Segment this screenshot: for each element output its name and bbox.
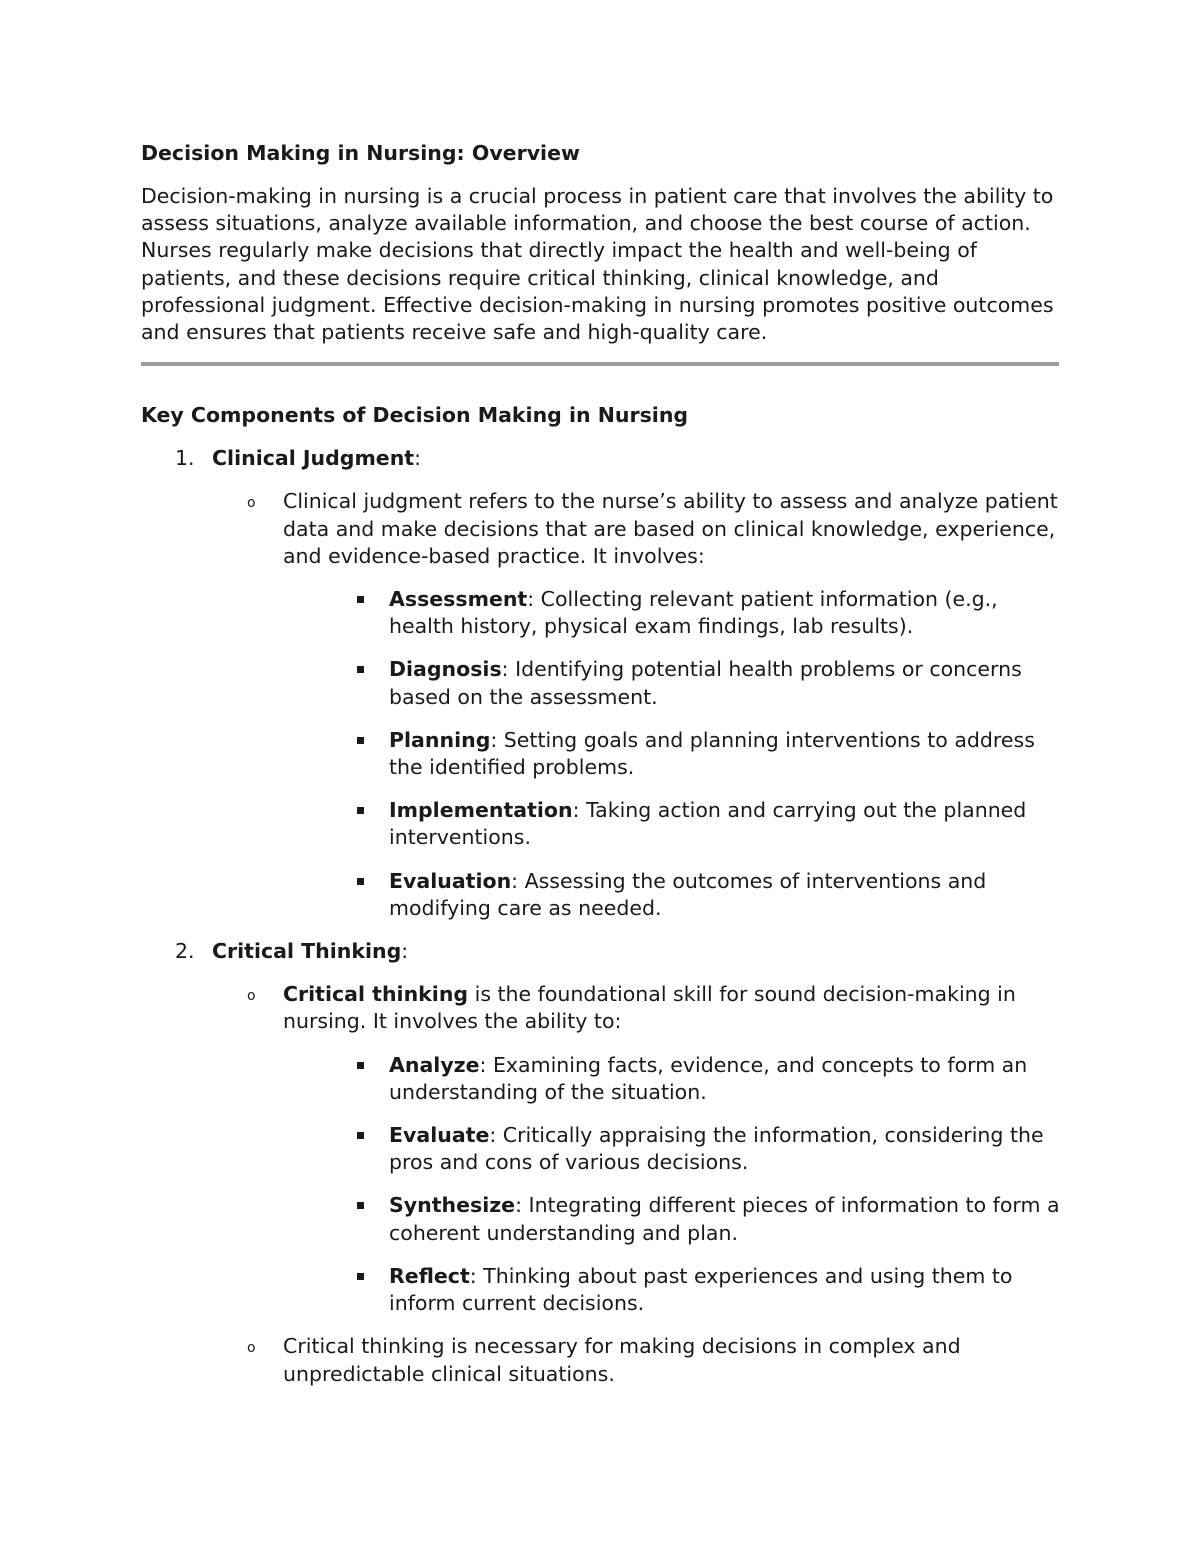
- square-bullet-icon: [353, 727, 389, 781]
- point-item: [283, 656, 1061, 710]
- sub-item: [141, 488, 1061, 922]
- square-bullet-icon: [353, 586, 389, 640]
- point-term: Planning: [389, 727, 491, 752]
- document-page: [141, 140, 1061, 1404]
- item-title-suffix: :: [401, 939, 409, 964]
- sub-item-note: [141, 1333, 1061, 1387]
- circle-bullet-icon: o: [247, 988, 256, 1005]
- point-item: [283, 727, 1061, 781]
- point-item: [283, 797, 1061, 851]
- overview-paragraph: Decision-making in nursing is a crucial process in patient care that involves the ability to assess situations, analyze available information, and choose the best course of action. Nurses regularly make decisions that directly impact the health and well-being of patients, and these decisions require critical thinking, clinical knowledge, and professional judgment. Effective decision-making in nursing promotes positive outcomes and ensures that patients receive safe and high-quality care.: [141, 184, 1054, 345]
- point-item: [283, 1192, 1061, 1246]
- item-title: Clinical Judgment: [212, 446, 415, 471]
- overview-title: Decision Making in Nursing: Overview: [141, 141, 580, 165]
- list-number: 1.: [175, 446, 195, 471]
- point-term: Synthesize: [389, 1193, 516, 1218]
- list-item-critical-thinking: [141, 938, 1061, 1388]
- sub-item: [141, 981, 1061, 1317]
- list-item-clinical-judgment: [141, 445, 1061, 922]
- circle-bullet-icon: o: [247, 1340, 256, 1357]
- point-item: [283, 586, 1061, 640]
- sub-item-text: Clinical judgment refers to the nurse’s ability to assess and analyze patient data and make decisions that are based on clinical knowledge, experience, and evidence-based practice. It involves:: [283, 489, 1058, 568]
- square-bullet-icon: [353, 1122, 389, 1176]
- point-item: [283, 868, 1061, 922]
- components-title: Key Components of Decision Making in Nursing: [141, 403, 689, 428]
- square-bullet-icon: [353, 1052, 389, 1106]
- point-term: Evaluation: [389, 868, 512, 893]
- square-bullet-icon: [353, 1263, 389, 1317]
- point-term: Assessment: [389, 587, 528, 612]
- circle-bullet-icon: o: [247, 495, 256, 512]
- point-desc: : Critically appraising the information, considering the pros and cons of various decisions.: [389, 1123, 1044, 1175]
- square-bullet-icon: [353, 1192, 389, 1246]
- list-number: 2.: [175, 939, 195, 964]
- point-term: Reflect: [389, 1263, 470, 1288]
- point-item: [283, 1052, 1061, 1106]
- point-term: Evaluate: [389, 1123, 490, 1148]
- square-bullet-icon: [353, 868, 389, 922]
- item-title: Critical Thinking: [212, 939, 402, 964]
- point-desc: : Thinking about past experiences and using them to inform current decisions.: [389, 1263, 1013, 1316]
- point-desc: : Taking action and carrying out the planned interventions.: [389, 798, 1027, 850]
- sub-item-text: is the foundational skill for sound decision-making in nursing. It involves the ability to:: [283, 982, 1016, 1034]
- point-item: [283, 1122, 1061, 1176]
- point-desc: : Collecting relevant patient information (e.g., health history, physical exam findings, lab results).: [389, 587, 998, 639]
- sub-item-bold: Critical thinking: [283, 982, 469, 1007]
- item-title-suffix: :: [414, 446, 422, 471]
- point-item: [283, 1263, 1061, 1317]
- point-term: Implementation: [389, 798, 573, 823]
- point-desc: : Setting goals and planning interventions to address the identified problems.: [389, 727, 1035, 780]
- point-term: Analyze: [389, 1052, 480, 1077]
- point-term: Diagnosis: [389, 657, 502, 682]
- sub-item-note-text: Critical thinking is necessary for making decisions in complex and unpredictable clinical situations.: [283, 1334, 961, 1386]
- point-desc: : Integrating different pieces of information to form a coherent understanding and plan.: [389, 1193, 1060, 1245]
- square-bullet-icon: [353, 797, 389, 851]
- point-desc: : Identifying potential health problems or concerns based on the assessment.: [389, 657, 1022, 709]
- horizontal-rule: [141, 362, 1059, 366]
- point-desc: : Examining facts, evidence, and concepts to form an understanding of the situation.: [389, 1052, 1028, 1104]
- point-desc: : Assessing the outcomes of interventions and modifying care as needed.: [389, 868, 987, 920]
- square-bullet-icon: [353, 656, 389, 710]
